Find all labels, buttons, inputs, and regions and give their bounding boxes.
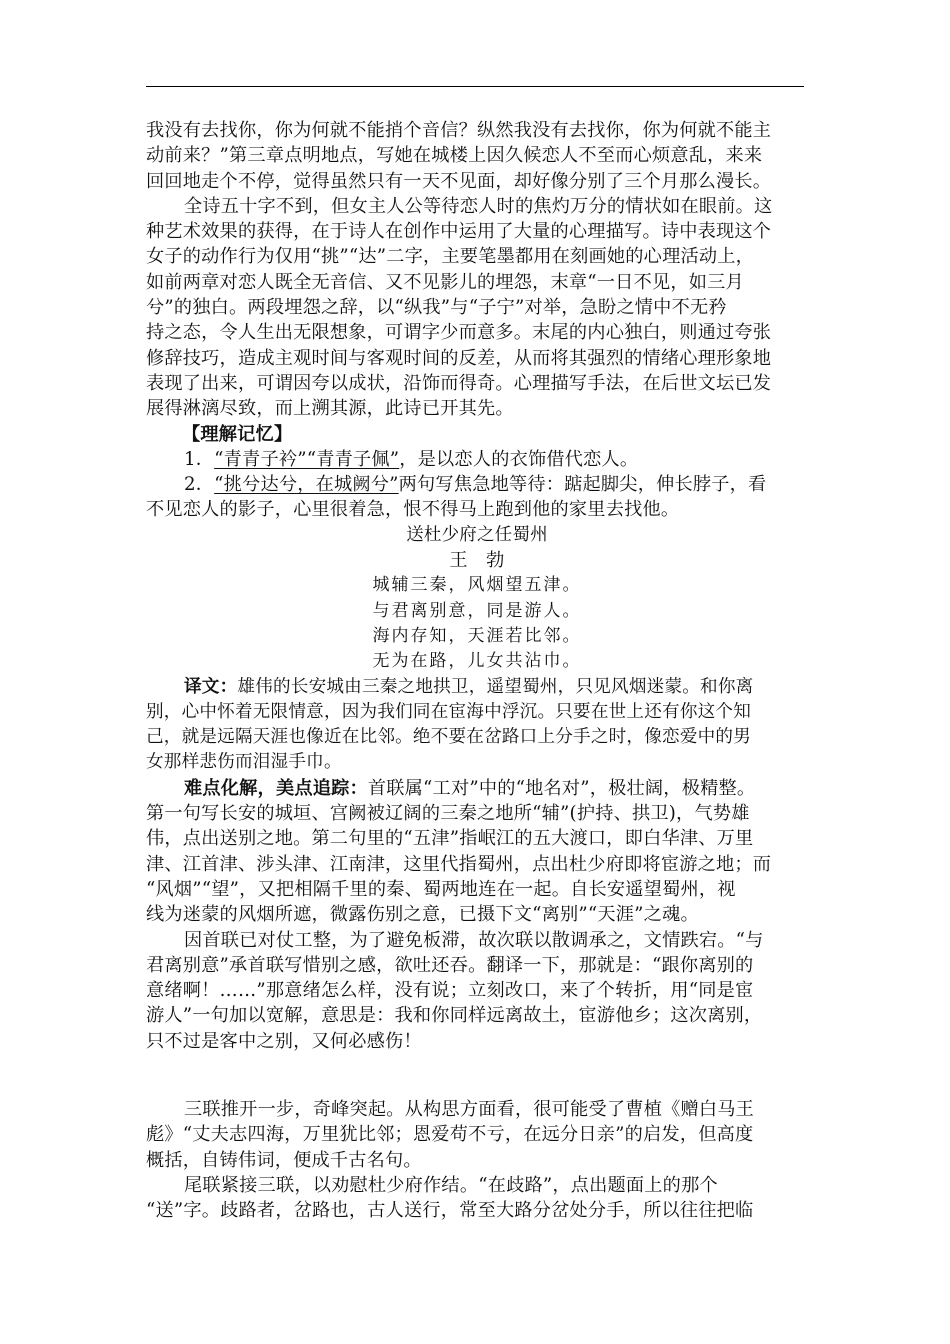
underlined-quote: “挑兮达兮，在城阙兮”	[214, 474, 399, 496]
memory-list	[146, 447, 808, 523]
document-body	[146, 118, 808, 1223]
poem-line: 与君离别意，同是游人。	[372, 600, 582, 621]
item-number: 1．	[184, 448, 215, 470]
header-rule	[146, 86, 804, 87]
second-couplet-paragraph	[146, 928, 808, 1054]
translation-label: 译文：	[184, 676, 238, 697]
poem-title: 送杜少府之任蜀州	[406, 524, 548, 545]
difficulty-paragraph	[146, 776, 808, 928]
text-line: 如前两章对恋人既全无音信、又不见影儿的埋怨，末章“一日不见，如三月	[146, 271, 744, 293]
difficulty-label: 难点化解，美点追踪：	[184, 777, 368, 799]
text-line: 我没有去找你，你为何就不能捎个音信？纵然我没有去找你，你为何就不能主	[146, 120, 772, 141]
text-line: 回回地走个不停，觉得虽然只有一天不见面，却好像分别了三个月那么漫长。	[146, 170, 772, 192]
text-line: 线为迷蒙的风烟所遮，微露伤别之意，已摄下文“离别”“天涯”之魂。	[146, 904, 699, 926]
text-line: 己，就是远隔天涯也像近在比邻。绝不要在岔路口上分手之时，像恋爱中的男	[146, 727, 751, 748]
poem-author: 王 勃	[449, 550, 505, 572]
text-line: 女子的动作行为仅用“挑”“达”二字，主要笔墨都用在刻画她的心理活动上，	[146, 246, 755, 268]
text-line: 兮”的独白。两段埋怨之辞，以“纵我”与“子宁”对举，急盼之情中不无矜	[146, 297, 727, 319]
item-text: 两句写焦急地等待：踮起脚尖，伸长脖子，看	[398, 474, 767, 496]
text-line: 表现了出来，可谓因夸以成状，沿饰而得奇。心理描写手法，在后世文坛已发	[146, 372, 772, 394]
text-line: 游人”一句加以宽解，意思是：我和你同样远离故土，宦游他乡；这次离别，	[146, 1005, 763, 1027]
memory-item	[146, 447, 808, 472]
text-line	[146, 776, 808, 801]
text-line: 种艺术效果的获得，在于诗人在创作中运用了大量的心理描写。诗中表现这个	[146, 221, 772, 243]
item-number: 2．	[184, 474, 215, 496]
third-couplet-paragraph	[146, 1097, 808, 1173]
spacer	[146, 1054, 808, 1097]
poem	[146, 523, 808, 675]
text-line: “送”字。歧路者，岔路也，古人送行，常至大路分岔处分手，所以往往把临	[146, 1200, 754, 1222]
underlined-quote: “青青子衿”“青青子佩”	[214, 448, 400, 470]
text-line: 彪》“丈夫志四海，万里犹比邻；恩爱苟不亏，在远分日亲”的启发，但高度	[146, 1124, 754, 1146]
text-line: 只不过是客中之别，又何必感伤！	[146, 1030, 422, 1052]
poem-line: 海内存知，天涯若比邻。	[372, 625, 582, 646]
text-line: 津、江首津、涉头津、江南津，这里代指蜀州，点出杜少府即将宦游之地；而	[146, 853, 772, 875]
memory-heading: 【理解记忆】	[182, 423, 293, 445]
text-line: 全诗五十字不到，但女主人公等待恋人时的焦灼万分的情状如在眼前。这	[184, 195, 773, 217]
text-line: 尾联紧接三联，以劝慰杜少府作结。“在歧路”，点出题面上的那个	[184, 1174, 718, 1196]
translation-text: 雄伟的长安城由三秦之地拱卫，遥望蜀州，只见风烟迷蒙。和你离	[237, 676, 754, 697]
text-line: 不见恋人的影子，心里很着急，恨不得马上跑到他的家里去找他。	[146, 499, 680, 521]
text-line: 意绪啊！……”那意绪怎么样，没有说；立刻改口，来了个转折，用“同是宦	[146, 980, 754, 1002]
text-line: 动前来？”第三章点明地点，写她在城楼上因久候恋人不至而心烦意乱，来来	[146, 145, 763, 167]
last-couplet-paragraph	[146, 1173, 808, 1224]
text-line: 君离别意”承首联写惜别之感，欲吐还吞。翻译一下，那就是：“跟你离别的	[146, 954, 754, 976]
text-line: “风烟”“望”，又把相隔千里的秦、蜀两地连在一起。自长安遥望蜀州，视	[146, 878, 736, 900]
text-line: 修辞技巧，造成主观时间与客观时间的反差，从而将其强烈的情绪心理形象地	[146, 347, 772, 369]
text-line: 伟，点出送别之地。第二句里的“五津”指岷江的五大渡口，即白华津、万里	[146, 828, 754, 850]
poem-line: 城辅三秦，风烟望五津。	[372, 575, 582, 596]
item-text: ，是以恋人的衣饰借代恋人。	[399, 448, 639, 470]
text-line: 别，心中怀着无限情意，因为我们同在宦海中浮沉。只要在世上还有你这个知	[146, 701, 751, 722]
analysis-paragraph	[146, 194, 808, 422]
text-line	[146, 675, 808, 700]
difficulty-text: 首联属“工对”中的“地名对”，极壮阔，极精整。	[367, 777, 756, 799]
translation-paragraph	[146, 675, 808, 776]
poem-line: 无为在路，儿女共沾巾。	[372, 651, 582, 672]
text-line: 持之态，令人生出无限想象，可谓字少而意多。末尾的内心独白，则通过夸张	[146, 322, 772, 344]
memory-item	[146, 472, 808, 497]
text-line: 三联推开一步，奇峰突起。从构思方面看，很可能受了曹植《赠白马王	[184, 1098, 755, 1120]
text-line: 女那样悲伤而泪湿手巾。	[146, 752, 342, 773]
text-line: 展得淋漓尽致，而上溯其源，此诗已开其先。	[146, 398, 514, 420]
paragraph-continuation	[146, 118, 808, 194]
text-line: 因首联已对仗工整，为了避免板滞，故次联以散调承之，文情跌宕。“与	[184, 929, 764, 951]
text-line: 概括，自铸伟词，便成千古名句。	[146, 1149, 422, 1171]
text-line: 第一句写长安的城垣、宫阙被辽阔的三秦之地所“辅”(护持、拱卫)，气势雄	[146, 803, 750, 825]
